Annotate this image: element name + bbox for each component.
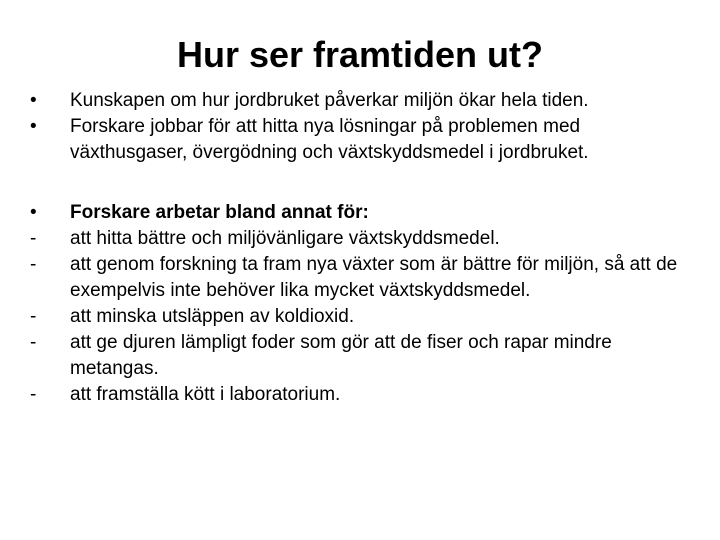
bullet-marker: • bbox=[30, 202, 37, 223]
slide-title: Hur ser framtiden ut? bbox=[176, 34, 544, 75]
dash-text: att ge djuren lämpligt foder som gör att de fiser och rapar mindre metangas. bbox=[70, 332, 612, 379]
bullet-marker: • bbox=[30, 116, 37, 137]
dash-item bbox=[30, 226, 700, 252]
bullet-item bbox=[30, 88, 700, 114]
dash-item bbox=[30, 304, 700, 330]
dash-marker: - bbox=[30, 384, 37, 405]
section-gap bbox=[30, 166, 700, 200]
dash-marker: - bbox=[30, 228, 37, 249]
dash-item bbox=[30, 382, 700, 408]
dash-marker: - bbox=[30, 332, 37, 353]
bullet-heading bbox=[30, 200, 700, 226]
dash-item bbox=[30, 330, 700, 382]
dash-text: att framställa kött i laboratorium. bbox=[70, 384, 341, 405]
dash-text: att minska utsläppen av koldioxid. bbox=[70, 306, 355, 327]
bullet-text: Forskare jobbar för att hitta nya lösningar på problemen med växthusgaser, övergödning och växtskyddsmedel i jordbruket. bbox=[70, 116, 589, 163]
bullet-item bbox=[30, 114, 700, 166]
dash-marker: - bbox=[30, 254, 37, 275]
slide-content bbox=[30, 88, 700, 408]
bullet-marker: • bbox=[30, 90, 37, 111]
dash-marker: - bbox=[30, 306, 37, 327]
dash-item bbox=[30, 252, 700, 304]
heading-text: Forskare arbetar bland annat för: bbox=[70, 202, 369, 223]
dash-text: att genom forskning ta fram nya växter som är bättre för miljön, så att de exempelvis inte behöver lika mycket växtskyddsmedel. bbox=[70, 254, 678, 301]
dash-text: att hitta bättre och miljövänligare växtskyddsmedel. bbox=[70, 228, 500, 249]
bullet-text: Kunskapen om hur jordbruket påverkar miljön ökar hela tiden. bbox=[70, 90, 589, 111]
